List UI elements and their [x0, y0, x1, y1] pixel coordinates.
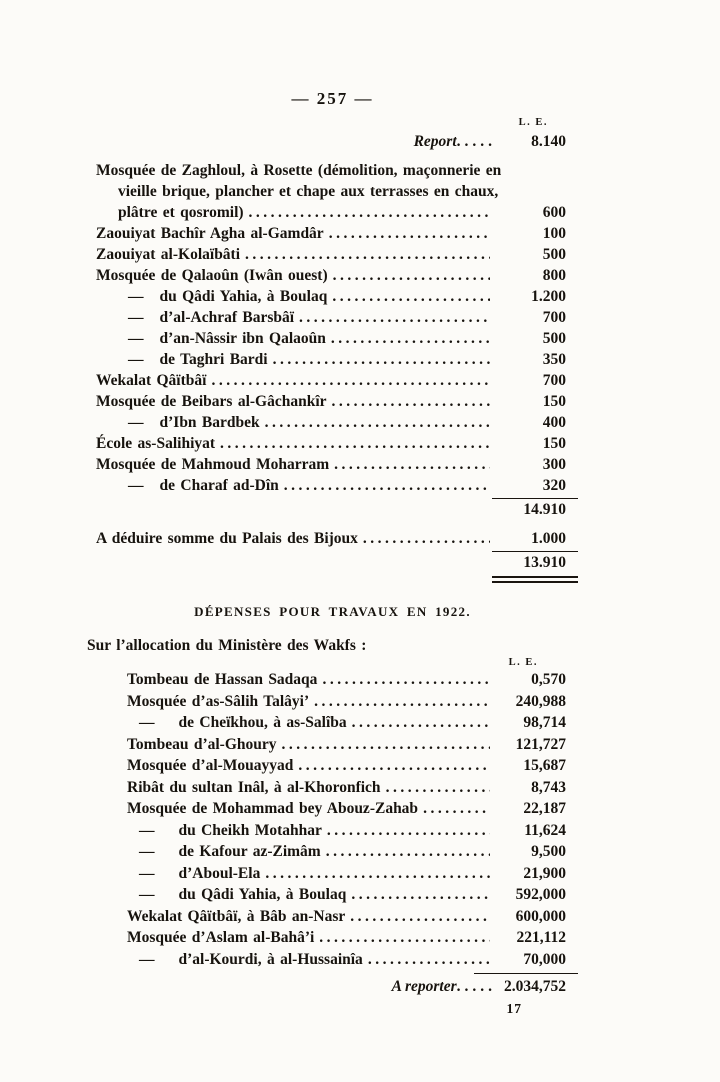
ditto-dash: — [128, 414, 144, 431]
ledger-row [127, 798, 578, 820]
row-label: d’al-Kourdi, à al-Hussainîa [178, 950, 363, 968]
carry-label: A reporter [391, 978, 457, 995]
dot-leader [211, 370, 490, 391]
dot-leader [314, 691, 490, 713]
ledger-row [127, 949, 578, 971]
dot-leader [249, 202, 490, 223]
row-label: Zaouiyat al-Kolaïbâti [96, 246, 241, 263]
dot-leader [298, 755, 490, 777]
row-value: 8,743 [531, 778, 566, 796]
ditto-dash: — [139, 864, 155, 882]
dot-leader [265, 863, 490, 885]
ditto-dash: — [139, 821, 155, 839]
row-label: École as-Salihiyat [96, 435, 216, 452]
row-label: Ribât du sultan Inâl, à al-Khoronfich [127, 778, 381, 796]
row-label: Mosquée de Mohammad bey Abouz-Zahab [127, 800, 419, 817]
report-row [87, 131, 578, 152]
ledger-row [96, 391, 578, 412]
row-label: du Qâdi Yahia, à Boulaq [159, 288, 328, 305]
dot-leader [352, 712, 490, 734]
ledger-row [127, 755, 578, 777]
row-value: 300 [542, 456, 566, 473]
row-label: Tombeau d’al-Ghoury [127, 735, 277, 753]
subtotal-row [87, 499, 578, 520]
ledger-section-2 [87, 669, 578, 970]
row-label: de Kafour az-Zimâm [178, 843, 321, 860]
row-label: de Charaf ad-Dîn [159, 477, 279, 494]
row-value: 1.200 [531, 288, 566, 305]
dot-leader [333, 265, 490, 286]
row-value: 592,000 [515, 886, 566, 903]
row-label: A déduire somme du Palais des Bijoux [96, 530, 358, 547]
ledger-section-1 [87, 160, 578, 496]
currency-header: L. E. [518, 117, 548, 128]
row-value: 221,112 [516, 929, 566, 946]
dot-leader [423, 798, 490, 820]
ditto-dash: — [128, 309, 144, 326]
dot-leader [368, 949, 490, 971]
row-value: 700 [542, 372, 566, 389]
ditto-dash: — [128, 351, 144, 368]
ledger-row [96, 475, 578, 496]
row-value: 150 [542, 393, 566, 410]
row-value: 700 [542, 309, 566, 326]
section-intro: Sur l’allocation du Ministère des Wakfs : [87, 637, 367, 654]
row-value: 320 [542, 477, 566, 494]
dot-leader [363, 528, 490, 549]
row-label: Zaouiyat Bachîr Agha al-Gamdâr [96, 225, 324, 242]
dot-leader [322, 669, 490, 691]
dot-leader [329, 223, 490, 244]
report-label: Report [413, 133, 457, 150]
dot-leader [319, 927, 490, 949]
row-value: 240,988 [515, 692, 566, 710]
dot-leader [331, 328, 490, 349]
ledger-row [96, 370, 578, 391]
carry-row [87, 976, 578, 998]
dot-leader [220, 433, 490, 454]
row-value: 70,000 [523, 950, 566, 968]
row-value: 11,624 [524, 821, 566, 839]
dot-leader [326, 841, 490, 863]
row-value: 9,500 [531, 843, 566, 860]
row-value: 98,714 [523, 714, 566, 731]
ledger-row [127, 884, 578, 906]
ledger-row [127, 927, 578, 949]
row-value: 22,187 [523, 800, 566, 817]
ditto-dash: — [128, 330, 144, 347]
row-label: Wekalat Qâïtbâï, à Bâb an-Nasr [127, 907, 346, 925]
row-label: de Taghri Bardi [159, 351, 268, 368]
ledger-row [127, 906, 578, 928]
dot-leader [265, 412, 490, 433]
page-number: — 257 — [291, 89, 374, 108]
row-label: Mosquée d’as-Sâlih Talâyi’ [127, 692, 310, 710]
ledger-row [96, 286, 578, 307]
row-label: Mosquée de Zaghloul, à Rosette (démolition, maçonnerie en [96, 162, 502, 179]
report-value: 8.140 [531, 133, 566, 150]
dot-leader [332, 391, 490, 412]
row-label: Mosquée de Qalaoûn (Iwân ouest) [96, 267, 328, 284]
ledger-row [96, 433, 578, 454]
row-label: Mosquée de Mahmoud Moharram [96, 456, 330, 473]
ditto-dash: — [128, 288, 144, 305]
row-value: 100 [542, 225, 566, 242]
ditto-dash: — [139, 843, 155, 860]
ledger-row [96, 454, 578, 475]
ledger-row [96, 244, 578, 265]
row-label: du Qâdi Yahia, à Boulaq [178, 886, 347, 903]
row-value: 150 [542, 435, 566, 452]
ditto-dash: — [139, 714, 155, 731]
dot-leader [350, 906, 490, 928]
row-value: 600,000 [515, 907, 566, 925]
row-label: Tombeau de Hassan Sadaqa [127, 671, 318, 688]
ditto-dash: — [139, 886, 155, 903]
ledger-row [127, 863, 578, 885]
subtotal-value: 14.910 [523, 501, 566, 518]
ledger-row [127, 712, 578, 734]
section-heading: DÉPENSES POUR TRAVAUX EN 1922. [194, 604, 471, 619]
ledger-row [127, 820, 578, 842]
row-value: 1.000 [531, 530, 566, 547]
row-value: 400 [542, 414, 566, 431]
ledger-row [96, 412, 578, 433]
row-value: 21,900 [523, 864, 566, 882]
dot-leader [351, 884, 490, 906]
row-label: de Cheïkhou, à as-Salîba [178, 714, 347, 731]
row-value: 600 [542, 204, 566, 221]
row-label: plâtre et qosromil) [118, 204, 244, 221]
row-label: Wekalat Qâïtbâï [96, 372, 207, 389]
row-label: d’al-Achraf Barsbâï [159, 309, 295, 326]
currency-header: L. E. [508, 657, 538, 668]
ledger-row [96, 328, 578, 349]
ditto-dash: — [139, 950, 155, 968]
deduction-block [87, 528, 578, 549]
row-label: d’an-Nâssir ibn Qalaoûn [159, 330, 326, 347]
row-value: 121,727 [515, 735, 566, 753]
dot-leader [457, 976, 496, 998]
row-label: d’Ibn Bardbek [159, 414, 260, 431]
ditto-dash: — [128, 477, 144, 494]
row-label: d’Aboul-Ela [178, 864, 261, 882]
row-value: 350 [542, 351, 566, 368]
row-value: 500 [542, 246, 566, 263]
ledger-row [118, 202, 578, 223]
ledger-row [96, 160, 578, 181]
dot-leader [284, 475, 490, 496]
carry-value: 2.034,752 [504, 978, 566, 995]
row-label: Mosquée de Beibars al-Gâchankîr [96, 393, 327, 410]
ledger-row [118, 181, 578, 202]
row-value: 800 [542, 267, 566, 284]
ledger-row [127, 734, 578, 756]
ledger-row [96, 265, 578, 286]
ledger-row [127, 841, 578, 863]
carry-rule [474, 973, 578, 974]
dot-leader [386, 777, 490, 799]
row-value: 0,570 [531, 671, 566, 688]
ledger-row [96, 223, 578, 244]
dot-leader [273, 349, 490, 370]
dot-leader [299, 307, 490, 328]
dot-leader [282, 734, 491, 756]
total-double-rule [492, 576, 578, 583]
total-row [87, 552, 578, 573]
ledger-row [127, 777, 578, 799]
page-content [87, 0, 578, 1018]
dot-leader [457, 131, 496, 152]
ledger-row [127, 691, 578, 713]
row-value: 15,687 [523, 757, 566, 774]
dot-leader [334, 454, 490, 475]
ledger-row [96, 349, 578, 370]
signature-mark: 17 [506, 1001, 522, 1016]
ledger-row [96, 307, 578, 328]
row-label: du Cheikh Motahhar [178, 821, 322, 839]
row-label: Mosquée d’al-Mouayyad [127, 757, 294, 774]
ledger-row [96, 528, 578, 549]
ledger-row [127, 669, 578, 691]
dot-leader [332, 286, 490, 307]
row-label: Mosquée d’Aslam al-Bahâ’i [127, 929, 315, 946]
dot-leader [327, 820, 490, 842]
dot-leader [245, 244, 490, 265]
row-label: vieille brique, plancher et chape aux terrasses en chaux, [118, 183, 499, 200]
total-value: 13.910 [523, 554, 566, 571]
row-value: 500 [542, 330, 566, 347]
